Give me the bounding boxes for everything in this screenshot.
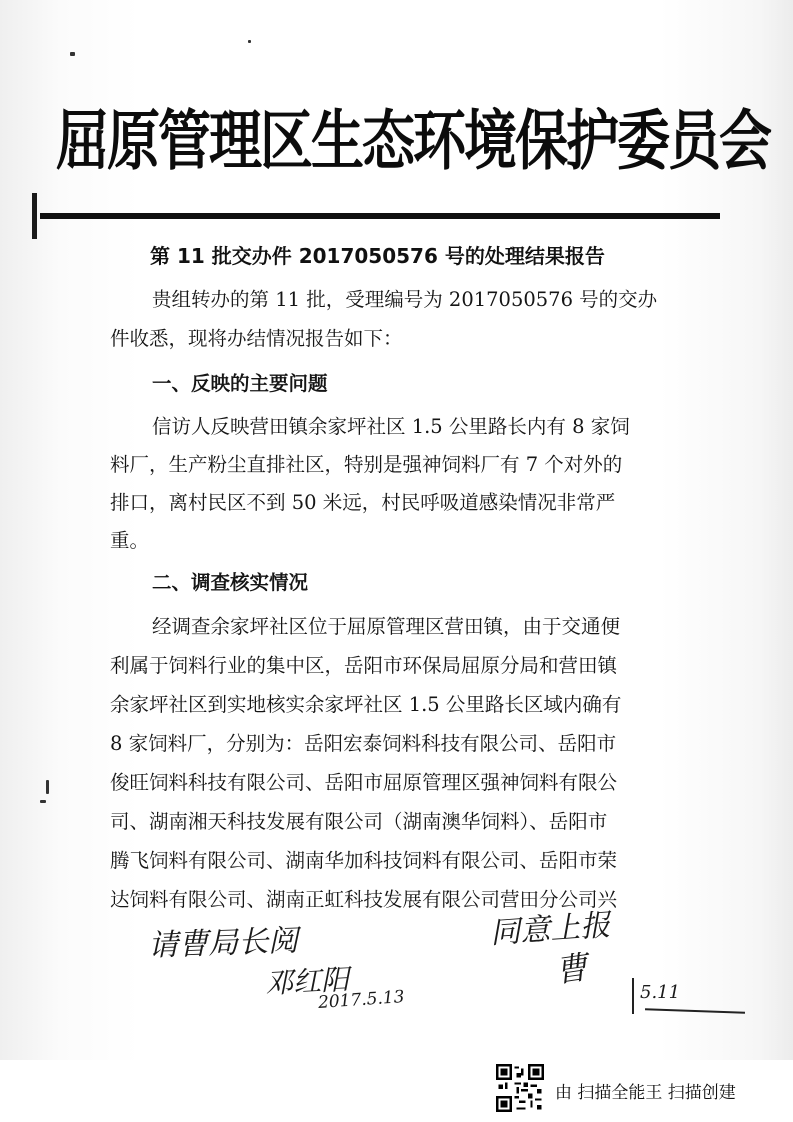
body-line: 排口，离村民区不到 50 米远，村民呼吸道感染情况非常严: [110, 491, 616, 514]
body-line: 腾飞饲料有限公司、湖南华加科技饲料有限公司、岳阳市荣: [110, 849, 618, 872]
scan-speck: [46, 780, 49, 794]
section-heading: 二、调查核实情况: [152, 571, 309, 594]
body-line: 利属于饲料行业的集中区，岳阳市环保局屈原分局和营田镇: [110, 654, 618, 677]
body-line: 重。: [110, 529, 150, 552]
body-line: 信访人反映营田镇余家坪社区 1.5 公里路长内有 8 家饲: [152, 415, 630, 438]
body-line: 俊旺饲料科技有限公司、岳阳市屈原管理区强神饲料有限公: [110, 771, 618, 794]
footer-watermark: 由 扫描全能王 扫描创建: [555, 1083, 736, 1103]
scan-speck: [70, 52, 75, 56]
handwritten-approval: 同意上报: [489, 907, 612, 952]
margin-mark: [32, 193, 37, 239]
intro-line: 件收悉，现将办结情况报告如下：: [110, 327, 403, 350]
body-line: 8 家饲料厂，分别为：岳阳宏泰饲料科技有限公司、岳阳市: [110, 732, 617, 755]
letterhead-rule: [40, 213, 720, 219]
document-title: 第 11 批交办件 2017050576 号的处理结果报告: [150, 244, 605, 268]
body-line: 司、湖南湘天科技发展有限公司（湖南澳华饲料）、岳阳市: [110, 810, 608, 833]
qr-code-icon: [496, 1064, 544, 1112]
body-line: 余家坪社区到实地核实余家坪社区 1.5 公里路长区域内确有: [110, 693, 622, 716]
handwritten-signature: 邓红阳: [264, 962, 350, 1001]
scan-speck: [248, 40, 251, 43]
handwritten-signature: 曹: [552, 947, 590, 991]
intro-line: 贵组转办的第 11 批，受理编号为 2017050576 号的交办: [152, 288, 658, 311]
handwritten-note: 请曹局长阅: [147, 923, 299, 964]
signature-stroke: [632, 978, 634, 1014]
scan-speck: [40, 800, 46, 803]
section-heading: 一、反映的主要问题: [152, 372, 328, 395]
body-line: 料厂，生产粉尘直排社区，特别是强神饲料厂有 7 个对外的: [110, 453, 623, 476]
body-line: 达饲料有限公司、湖南正虹科技发展有限公司营田分公司兴: [110, 888, 618, 911]
handwritten-date: 5.11: [640, 982, 681, 1003]
handwritten-date: 2017.5.13: [317, 987, 406, 1013]
body-line: 经调查余家坪社区位于屈原管理区营田镇，由于交通便: [152, 615, 621, 638]
letterhead: 屈原管理区生态环境保护委员会: [56, 104, 770, 180]
